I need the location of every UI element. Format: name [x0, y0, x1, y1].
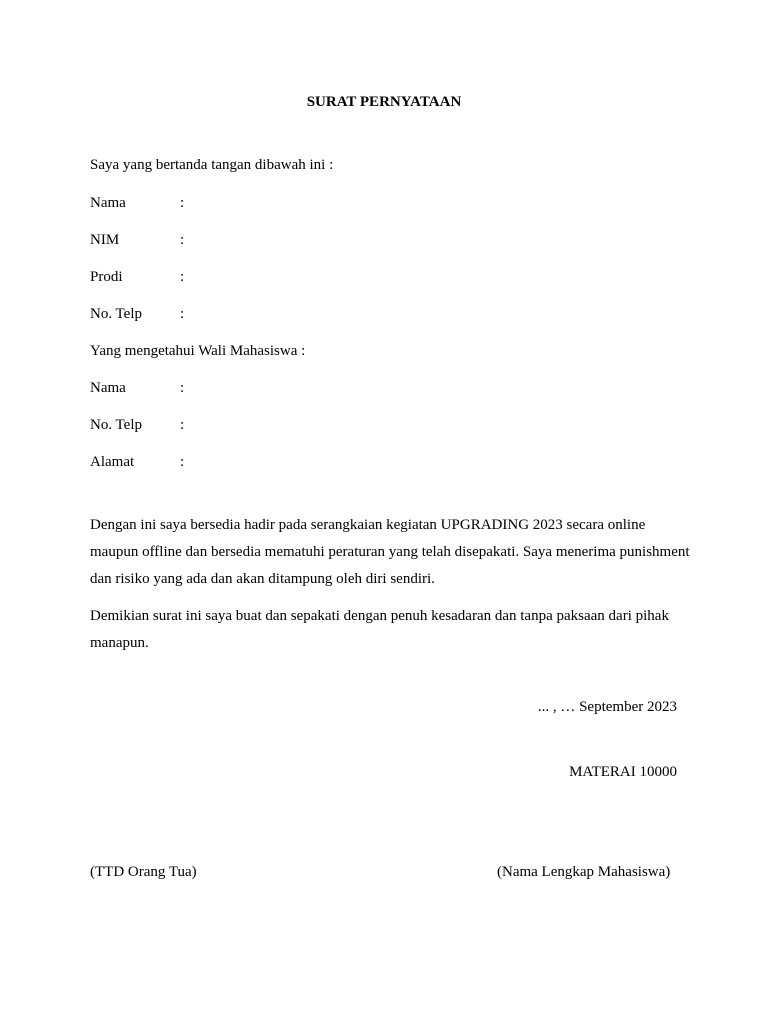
stamp-note: MATERAI 10000 — [569, 764, 677, 780]
guardian-field-name — [90, 380, 184, 397]
field-separator: : — [180, 417, 185, 433]
field-label: NIM — [90, 232, 120, 248]
field-separator: : — [180, 306, 185, 322]
date-line: ... , … September 2023 — [537, 699, 677, 715]
field-label: No. Telp — [90, 417, 143, 433]
student-field-phone — [90, 306, 184, 323]
student-field-name — [90, 195, 184, 212]
field-separator: : — [180, 269, 185, 285]
field-separator: : — [180, 195, 185, 211]
field-label: No. Telp — [90, 306, 143, 322]
field-separator: : — [180, 232, 185, 248]
field-label: Alamat — [90, 454, 135, 470]
student-field-prodi — [90, 269, 184, 286]
field-label: Prodi — [90, 269, 123, 285]
field-separator: : — [180, 380, 185, 396]
intro-text: Saya yang bertanda tangan dibawah ini : — [90, 157, 334, 173]
closing-paragraph: Demikian surat ini saya buat dan sepakati dengan penuh kesadaran dan tanpa paksaan dari pihak manapun. — [90, 608, 669, 651]
field-label: Nama — [90, 380, 126, 396]
signature-parent: (TTD Orang Tua) — [90, 864, 197, 880]
field-label: Nama — [90, 195, 126, 211]
student-field-nim — [90, 232, 184, 249]
document-title: SURAT PERNYATAAN — [306, 94, 462, 110]
guardian-field-address — [90, 454, 184, 471]
guardian-intro-text: Yang mengetahui Wali Mahasiswa : — [90, 343, 306, 359]
guardian-field-phone — [90, 417, 184, 434]
signature-student: (Nama Lengkap Mahasiswa) — [497, 864, 671, 880]
field-separator: : — [180, 454, 185, 470]
commitment-paragraph: Dengan ini saya bersedia hadir pada serangkaian kegiatan UPGRADING 2023 secara online maupun offline dan bersedia mematuhi peraturan yang telah disepakati. Saya menerima punishment dan risiko yang ada dan akan ditampung oleh diri sendiri. — [90, 517, 690, 587]
